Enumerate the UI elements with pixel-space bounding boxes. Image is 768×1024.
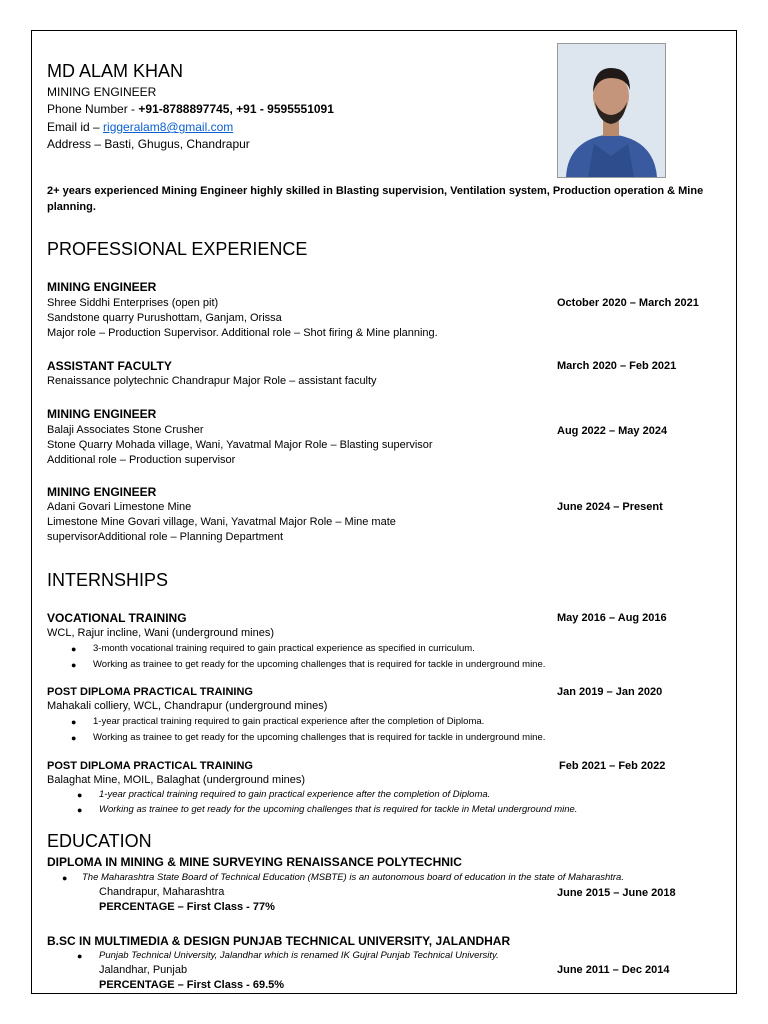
bullet-dot: ● [77,951,83,961]
job-date: October 2020 – March 2021 [557,297,699,309]
job-line: Major role – Production Supervisor. Additional role – Shot firing & Mine planning. [47,327,438,339]
internship-date: Feb 2021 – Feb 2022 [559,760,666,772]
email-label: Email id – [47,120,104,134]
internships-heading: INTERNSHIPS [47,570,169,590]
job-line: Additional role – Production supervisor [47,454,236,466]
education-location: Jalandhar, Punjab [99,964,188,976]
education-percentage: PERCENTAGE – First Class - 77% [99,901,275,913]
internship-bullet: 3-month vocational training required to gain practical experience as specified in curriculum. [93,643,475,654]
bullet-dot: ● [77,790,83,800]
education-heading: EDUCATION [47,831,152,851]
internship-title: POST DIPLOMA PRACTICAL TRAINING [47,686,253,698]
education-bullet: Punjab Technical University, Jalandhar which is renamed IK Gujral Punjab Technical University. [99,950,499,961]
internship-date: May 2016 – Aug 2016 [557,612,667,624]
job-title: MINING ENGINEER [47,485,157,499]
internship-org: Mahakali colliery, WCL, Chandrapur (underground mines) [47,700,328,712]
job-line: Stone Quarry Mohada village, Wani, Yavatmal Major Role – Blasting supervisor [47,439,433,451]
profile-summary: 2+ years experienced Mining Engineer highly skilled in Blasting supervision, Ventilation system, Production operation & Mine planning. [47,185,704,213]
job-title: MINING ENGINEER [47,280,157,294]
job-date: Aug 2022 – May 2024 [557,425,668,437]
email-line [47,120,233,134]
internship-org: WCL, Rajur incline, Wani (underground mines) [47,627,275,639]
education-date: June 2015 – June 2018 [557,887,676,899]
bullet-dot: ● [71,733,77,743]
internship-bullet: 1-year practical training required to gain practical experience after the completion of Diploma. [93,716,485,727]
education-date: June 2011 – Dec 2014 [557,964,670,976]
phone-line [47,102,334,116]
internship-bullet: Working as trainee to get ready for the upcoming challenges that is required for tackle in Metal underground mine. [99,804,578,815]
bullet-dot: ● [77,805,83,815]
internship-title: POST DIPLOMA PRACTICAL TRAINING [47,760,253,772]
education-title: DIPLOMA IN MINING & MINE SURVEYING RENAISSANCE POLYTECHNIC [47,855,462,869]
internship-title: VOCATIONAL TRAINING [47,611,187,625]
job-line: supervisorAdditional role – Planning Department [47,531,284,543]
candidate-name: MD ALAM KHAN [47,61,184,81]
internship-bullet: Working as trainee to get ready for the upcoming challenges that is required for tackle in underground mine. [93,659,546,670]
job-line: Renaissance polytechnic Chandrapur Major Role – assistant faculty [47,375,377,387]
job-date: March 2020 – Feb 2021 [557,360,677,372]
job-line: Adani Govari Limestone Mine [47,501,192,513]
email-link[interactable]: riggeralam8@gmail.com [103,120,234,134]
phone-label: Phone Number - [47,102,139,116]
job-line: Shree Siddhi Enterprises (open pit) [47,297,219,309]
job-line: Sandstone quarry Purushottam, Ganjam, Orissa [47,312,282,324]
bullet-dot: ● [71,660,77,670]
education-title: B.SC IN MULTIMEDIA & DESIGN PUNJAB TECHNICAL UNIVERSITY, JALANDHAR [47,934,511,948]
experience-heading: PROFESSIONAL EXPERIENCE [47,239,308,259]
bullet-dot: ● [62,873,68,883]
profile-photo [557,43,666,178]
education-location: Chandrapur, Maharashtra [99,886,225,898]
job-title: MINING ENGINEER [47,407,157,421]
bullet-dot: ● [71,717,77,727]
education-bullet: The Maharashtra State Board of Technical Education (MSBTE) is an autonomous board of education in the state of Maharashtra. [82,872,624,883]
internship-date: Jan 2019 – Jan 2020 [557,686,663,698]
education-percentage: PERCENTAGE – First Class - 69.5% [99,979,285,991]
candidate-title: MINING ENGINEER [47,85,157,99]
bullet-dot: ● [71,644,77,654]
job-title: ASSISTANT FACULTY [47,359,172,373]
phone-value: +91-8788897745, +91 - 9595551091 [138,102,334,116]
address-line: Address – Basti, Ghugus, Chandrapur [47,137,250,151]
job-line: Balaji Associates Stone Crusher [47,424,204,436]
job-line: Limestone Mine Govari village, Wani, Yavatmal Major Role – Mine mate [47,516,396,528]
job-date: June 2024 – Present [557,501,663,513]
internship-bullet: 1-year practical training required to gain practical experience after the completion of Diploma. [99,789,491,800]
internship-bullet: Working as trainee to get ready for the upcoming challenges that is required for tackle in underground mine. [93,732,546,743]
internship-org: Balaghat Mine, MOIL, Balaghat (underground mines) [47,774,306,786]
